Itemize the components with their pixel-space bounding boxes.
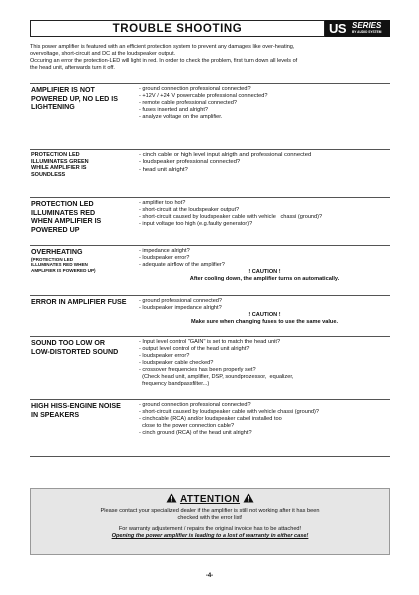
issue-title-line: ILLUMINATES GREEN [31, 158, 89, 165]
check-item: - crossover frequencies has been properly set? [139, 367, 256, 373]
issue-checks [138, 84, 390, 149]
attention-box [30, 488, 390, 555]
check-item: - amplifier too hot? [139, 200, 186, 206]
issue-checks [138, 246, 390, 295]
issue-title-line: PROTECTION LED [31, 152, 80, 158]
check-item: - remote cable professional connected? [139, 100, 237, 106]
issue-title-line: WHILE AMPLIFIER IS [31, 165, 87, 172]
check-item: - short-circuit at the loudspeaker output? [139, 207, 240, 213]
issue-checks [138, 296, 390, 336]
caution-heading: ! CAUTION ! [248, 312, 281, 318]
warning-triangle-icon [243, 490, 254, 508]
check-item: - ground professional connected? [139, 298, 223, 304]
check-item: - adequate airflow of the amplifier? [139, 262, 225, 268]
issue-subtitle-line: AMPLIFIER IS POWERED UP) [31, 267, 96, 273]
intro-line: the head unit, afterwards turn it off. [30, 65, 115, 71]
caution-text: After cooling down, the amplifier turns on automatically. [189, 276, 340, 282]
issue-title-line: IN SPEAKERS [31, 410, 80, 419]
issue-title-line: LOW-DISTORTED SOUND [31, 347, 119, 356]
check-item: - loudspeaker error? [139, 255, 190, 261]
check-item: (Check head unit, amplifier, DSP, soundprozessor, equalizer, [139, 374, 294, 380]
issue-title-line: POWERED UP [31, 225, 80, 234]
attention-line: Please contact your specialized dealer if the amplifier is still not working after it has been [100, 508, 320, 514]
page-number: -4- [205, 573, 214, 579]
attention-line: checked with the error list! [177, 515, 243, 521]
issue-row [30, 149, 390, 197]
check-item: - short-circuit caused by loudspeaker cable with vehicle chassi (ground)? [139, 214, 323, 220]
issue-subtitle-line: ILLUMINATES RED WHEN [31, 262, 88, 268]
issue-checks [138, 400, 390, 456]
check-item: - loudspeaker professional connected? [139, 159, 241, 166]
issue-title-line: OVERHEATING [31, 248, 83, 256]
issue-title-line: SOUND TOO LOW OR [31, 339, 105, 347]
check-item: - Input level control "GAIN" is set to match the head unit? [139, 339, 281, 345]
attention-message [31, 508, 389, 522]
warning-triangle-icon [166, 490, 177, 508]
page-title: TROUBLE SHOOTING [112, 22, 243, 35]
issue-title [30, 337, 138, 399]
issue-subtitle-line: (PROTECTION LED [31, 256, 74, 262]
check-item: - ground connection professional connected? [139, 402, 251, 408]
issue-title [30, 296, 138, 336]
issue-title-line: LIGHTENING [31, 103, 75, 112]
intro-line: Occuring an error the protection-LED will light in red. In order to check the problem, first turn down all levels of [30, 58, 298, 64]
issue-row [30, 295, 390, 336]
check-item: - analyze voltage on the amplifier. [139, 114, 223, 120]
issue-row [30, 399, 390, 457]
check-item: - loudspeaker error? [139, 353, 190, 359]
check-item: - head unit alright? [139, 166, 188, 173]
issue-title-line: AMPLIFIER IS NOT [31, 86, 95, 94]
issue-title [30, 84, 138, 149]
logo-series: SERIES [352, 21, 382, 30]
attention-line: For warranty adjustement / repairs the original invoice has to be attached! [118, 526, 302, 532]
issue-title-line: WHEN AMPLIFIER IS [31, 217, 102, 226]
issue-row [30, 197, 390, 245]
check-item: - fuses inserted and alright? [139, 107, 209, 113]
caution-heading: ! CAUTION ! [248, 269, 281, 275]
issue-checks [138, 337, 390, 399]
issue-checks [138, 198, 390, 245]
title-box [30, 20, 325, 37]
attention-heading [31, 493, 389, 505]
issue-title [30, 198, 138, 245]
issue-title-line: ERROR IN AMPLIFIER FUSE [31, 298, 127, 306]
attention-word: ATTENTION [179, 493, 241, 505]
intro-text [30, 44, 390, 72]
check-item: - cinch ground (RCA) of the head unit alright? [139, 430, 252, 436]
issue-title-line: SOUNDLESS [31, 171, 66, 178]
check-item: - loudspeaker cable checked? [139, 360, 214, 366]
check-item: - impedance alright? [139, 248, 190, 254]
check-item: - ground connection professional connected? [139, 86, 251, 92]
attention-line: Opening the power amplifier is leading to a lost of warranty in either case! [111, 533, 309, 539]
check-item: - input voltage too high (e.g.faulty generator)? [139, 221, 253, 227]
issue-title [30, 246, 138, 295]
brand-logo [325, 20, 390, 37]
issue-title-line: PROTECTION LED [31, 200, 94, 208]
issue-row [30, 83, 390, 149]
logo-us: US [329, 21, 347, 36]
check-item: close to the power connection cable? [139, 423, 235, 429]
caution-text: Make sure when changing fuses to use the same value. [190, 319, 339, 325]
header [30, 20, 390, 37]
issue-title-line: HIGH HISS-ENGINE NOISE [31, 402, 121, 410]
intro-line: overvoltage, short-circuit and DC at the loudspeaker output. [30, 51, 176, 57]
issue-row [30, 336, 390, 399]
troubleshooting-table [30, 83, 390, 457]
issue-title [30, 150, 138, 197]
check-item: - cinch cable or high level input alrigth and professional connected [139, 152, 312, 158]
check-item: - cinchcable (RCA) and/or loudspeaker cabel installed too [139, 416, 282, 422]
issue-row [30, 245, 390, 295]
issue-title-line: POWERED UP, NO LED IS [31, 94, 118, 103]
attention-warranty [31, 526, 389, 540]
check-item: - output level control of the head unit alright? [139, 346, 250, 352]
check-item: frequency bandpassfilter...) [139, 381, 210, 387]
intro-line: This power amplifier is featured with an efficient protection system to prevent any damages like over-heating, [30, 44, 295, 50]
issue-title [30, 400, 138, 456]
issue-title-line: ILLUMINATES RED [31, 208, 96, 217]
check-item: - +12V / +24 V powercable professional connected? [139, 93, 268, 99]
check-item: - loudspeaker impedance alright? [139, 305, 222, 311]
check-item: - short-circuit caused by loudspeaker cable with vehicle chassi (ground)? [139, 409, 320, 415]
logo-by: BY AUDIO SYSTEM [352, 30, 382, 34]
issue-checks [138, 150, 390, 197]
